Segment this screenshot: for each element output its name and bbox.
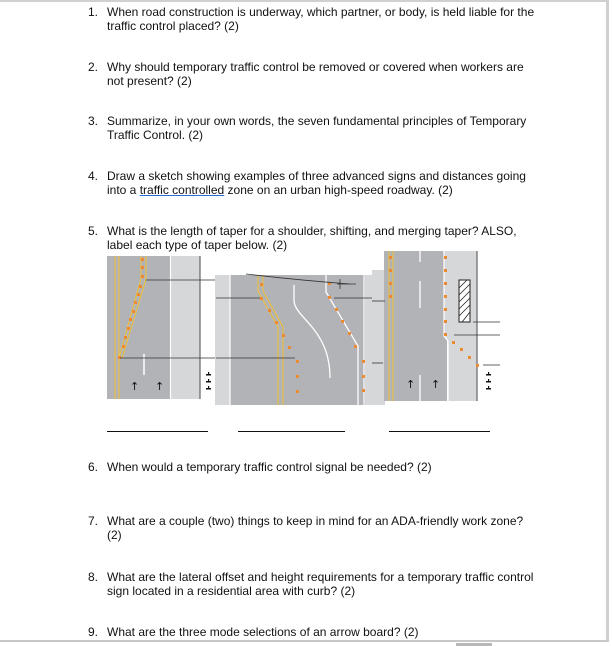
question-number: 7.: [88, 514, 99, 528]
question-number: 2.: [88, 60, 99, 74]
question-8: [88, 571, 538, 598]
question-text: What are the three mode selections of an arrow board? (2): [107, 625, 419, 639]
question-number: 1.: [88, 5, 99, 19]
question-text: Summarize, in your own words, the seven fundamental principles of Temporary Traffic Control. (2): [107, 114, 527, 142]
question-2: [88, 61, 538, 88]
question-1: [88, 6, 538, 33]
taper-label-blank-2[interactable]: [238, 431, 345, 432]
question-number: 6.: [88, 460, 99, 474]
taper-label-blank-1[interactable]: [107, 431, 208, 432]
question-9: [88, 626, 538, 640]
question-text: What are the lateral offset and height requirements for a temporary traffic control sign located in a residential area with curb? (2): [107, 570, 534, 598]
taper-diagram-3: [372, 251, 500, 401]
taper-diagram-2: [215, 274, 385, 405]
taper-label-blank-3[interactable]: [389, 431, 490, 432]
question-text: [107, 170, 538, 197]
spellcheck-flagged-text[interactable]: traffic controlled: [139, 182, 225, 197]
question-text: Why should temporary traffic control be removed or covered when workers are not present? (2): [107, 60, 524, 88]
question-3: [88, 115, 538, 142]
question-text-part: Draw a sketch showing examples of three advanced signs and distances going into a: [107, 169, 526, 197]
worker-symbols-icon: [486, 372, 491, 390]
taper-diagrams: [100, 248, 510, 438]
question-text: What is the length of taper for a shoulder, shifting, and merging taper? ALSO, label each type of taper below. (2): [107, 224, 517, 252]
question-number: 8.: [88, 570, 99, 584]
question-6: [88, 461, 538, 475]
question-number: 3.: [88, 114, 99, 128]
question-text: When would a temporary traffic control signal be needed? (2): [107, 460, 432, 474]
worker-symbols-icon: [206, 372, 211, 390]
question-number: 4.: [88, 169, 99, 183]
question-text: When road construction is underway, which partner, or body, is held liable for the traffic control placed? (2): [107, 5, 535, 33]
question-4: [88, 170, 538, 197]
question-number: 9.: [88, 625, 99, 639]
arrow-up-icon: ↑: [431, 378, 441, 391]
question-7: [88, 515, 538, 542]
arrow-up-icon: ↑: [406, 378, 416, 391]
question-text-part: zone on an urban high-speed roadway. (2): [224, 182, 453, 197]
arrow-up-icon: ↑: [155, 380, 165, 393]
taper-diagram-1: [107, 256, 215, 399]
arrow-up-icon: ↑: [130, 380, 140, 393]
question-text: What are a couple (two) things to keep in mind for an ADA-friendly work zone? (2): [107, 514, 524, 542]
question-number: 5.: [88, 224, 99, 238]
